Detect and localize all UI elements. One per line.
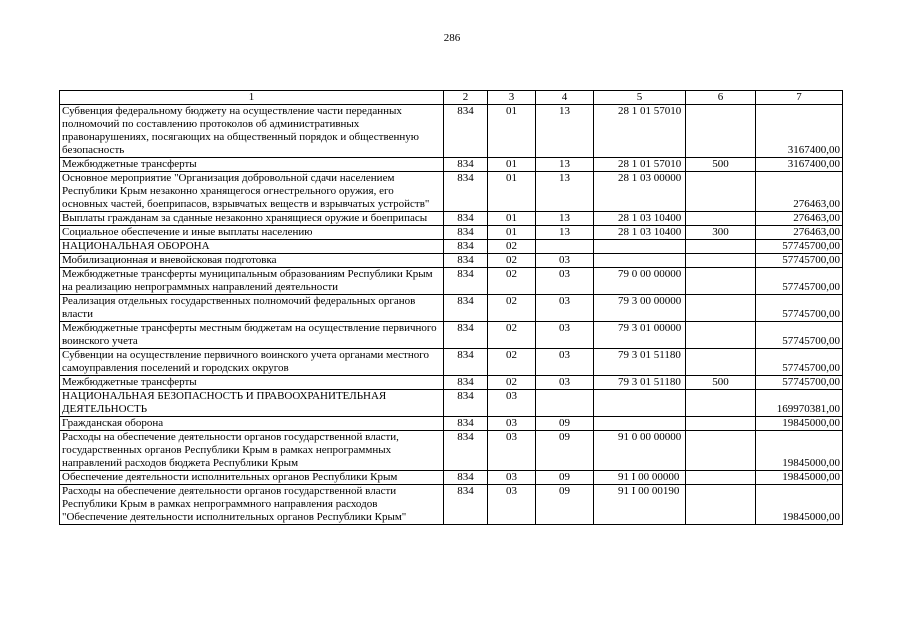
row-subsection-cell: 13 bbox=[536, 212, 594, 226]
row-section-cell: 01 bbox=[488, 105, 536, 158]
row-expense-type-cell bbox=[686, 390, 756, 417]
row-section-cell: 01 bbox=[488, 172, 536, 212]
table-row bbox=[60, 485, 843, 525]
row-subsection-cell: 03 bbox=[536, 376, 594, 390]
row-section-cell: 02 bbox=[488, 322, 536, 349]
row-target-article-cell: 28 1 03 00000 bbox=[594, 172, 686, 212]
row-section-cell: 03 bbox=[488, 417, 536, 431]
row-expense-type-cell: 300 bbox=[686, 226, 756, 240]
row-amount-cell: 57745700,00 bbox=[756, 322, 843, 349]
row-expense-type-cell bbox=[686, 485, 756, 525]
page-number: 286 bbox=[443, 32, 461, 44]
table-row bbox=[60, 105, 843, 158]
row-subsection-cell: 13 bbox=[536, 226, 594, 240]
header-cell: 3 bbox=[488, 91, 536, 105]
row-section-cell: 02 bbox=[488, 349, 536, 376]
table-row bbox=[60, 268, 843, 295]
row-name-cell: Выплаты гражданам за сданные незаконно хранящиеся оружие и боеприпасы bbox=[60, 212, 444, 226]
header-cell: 7 bbox=[756, 91, 843, 105]
row-section-cell: 02 bbox=[488, 254, 536, 268]
row-name-cell: Основное мероприятие "Организация добровольной сдачи населением Республики Крым незаконно хранящегося огнестрельного оружия, его основных частей, боеприпасов, взрывчатых веществ и взрывчатых устройств" bbox=[60, 172, 444, 212]
row-grbs-cell: 834 bbox=[444, 254, 488, 268]
row-name-cell: Расходы на обеспечение деятельности органов государственной власти Республики Крым в рамках непрограммного направления расходов "Обеспечение деятельности исполнительных органов Республики Крым" bbox=[60, 485, 444, 525]
row-target-article-cell: 79 3 01 51180 bbox=[594, 376, 686, 390]
row-name-cell: НАЦИОНАЛЬНАЯ ОБОРОНА bbox=[60, 240, 444, 254]
row-target-article-cell bbox=[594, 254, 686, 268]
row-grbs-cell: 834 bbox=[444, 172, 488, 212]
table-row bbox=[60, 158, 843, 172]
row-section-cell: 03 bbox=[488, 431, 536, 471]
row-grbs-cell: 834 bbox=[444, 295, 488, 322]
row-name-cell: Обеспечение деятельности исполнительных органов Республики Крым bbox=[60, 471, 444, 485]
row-name-cell: Социальное обеспечение и иные выплаты населению bbox=[60, 226, 444, 240]
row-section-cell: 01 bbox=[488, 212, 536, 226]
row-name-cell: Реализация отдельных государственных полномочий федеральных органов власти bbox=[60, 295, 444, 322]
row-expense-type-cell: 500 bbox=[686, 376, 756, 390]
row-amount-cell: 19845000,00 bbox=[756, 431, 843, 471]
row-expense-type-cell bbox=[686, 254, 756, 268]
table-row bbox=[60, 322, 843, 349]
row-subsection-cell: 09 bbox=[536, 471, 594, 485]
row-grbs-cell: 834 bbox=[444, 485, 488, 525]
row-amount-cell: 57745700,00 bbox=[756, 376, 843, 390]
row-amount-cell: 19845000,00 bbox=[756, 471, 843, 485]
row-grbs-cell: 834 bbox=[444, 226, 488, 240]
row-subsection-cell: 13 bbox=[536, 105, 594, 158]
row-target-article-cell: 91 I 00 00190 bbox=[594, 485, 686, 525]
table-header-row bbox=[60, 91, 843, 105]
row-grbs-cell: 834 bbox=[444, 349, 488, 376]
row-subsection-cell: 13 bbox=[536, 158, 594, 172]
row-grbs-cell: 834 bbox=[444, 158, 488, 172]
row-amount-cell: 276463,00 bbox=[756, 212, 843, 226]
row-section-cell: 02 bbox=[488, 295, 536, 322]
row-subsection-cell: 13 bbox=[536, 172, 594, 212]
row-section-cell: 01 bbox=[488, 226, 536, 240]
row-target-article-cell: 28 1 03 10400 bbox=[594, 226, 686, 240]
row-amount-cell: 3167400,00 bbox=[756, 105, 843, 158]
row-amount-cell: 19845000,00 bbox=[756, 417, 843, 431]
row-name-cell: Межбюджетные трансферты местным бюджетам на осуществление первичного воинского учета bbox=[60, 322, 444, 349]
row-amount-cell: 57745700,00 bbox=[756, 295, 843, 322]
row-amount-cell: 3167400,00 bbox=[756, 158, 843, 172]
row-subsection-cell: 03 bbox=[536, 254, 594, 268]
row-amount-cell: 276463,00 bbox=[756, 172, 843, 212]
row-target-article-cell bbox=[594, 417, 686, 431]
row-expense-type-cell bbox=[686, 212, 756, 226]
row-target-article-cell: 28 1 01 57010 bbox=[594, 158, 686, 172]
row-amount-cell: 57745700,00 bbox=[756, 254, 843, 268]
row-section-cell: 03 bbox=[488, 471, 536, 485]
row-section-cell: 03 bbox=[488, 485, 536, 525]
row-subsection-cell: 09 bbox=[536, 431, 594, 471]
row-subsection-cell: 09 bbox=[536, 417, 594, 431]
row-expense-type-cell bbox=[686, 322, 756, 349]
row-subsection-cell: 03 bbox=[536, 322, 594, 349]
table-row bbox=[60, 376, 843, 390]
row-grbs-cell: 834 bbox=[444, 431, 488, 471]
row-grbs-cell: 834 bbox=[444, 376, 488, 390]
budget-table bbox=[59, 90, 843, 525]
row-expense-type-cell bbox=[686, 240, 756, 254]
table-row bbox=[60, 295, 843, 322]
row-target-article-cell: 79 3 01 00000 bbox=[594, 322, 686, 349]
row-name-cell: Расходы на обеспечение деятельности органов государственной власти, государственных органов Республики Крым в рамках непрограммных направлений расходов бюджета Республики Крым bbox=[60, 431, 444, 471]
row-subsection-cell: 03 bbox=[536, 268, 594, 295]
row-name-cell: Межбюджетные трансферты bbox=[60, 376, 444, 390]
row-target-article-cell: 28 1 01 57010 bbox=[594, 105, 686, 158]
row-name-cell: Гражданская оборона bbox=[60, 417, 444, 431]
row-section-cell: 01 bbox=[488, 158, 536, 172]
row-name-cell: Межбюджетные трансферты муниципальным образованиям Республики Крым на реализацию непрограммных направлений деятельности bbox=[60, 268, 444, 295]
table-row bbox=[60, 349, 843, 376]
row-subsection-cell: 09 bbox=[536, 485, 594, 525]
row-subsection-cell: 03 bbox=[536, 349, 594, 376]
row-target-article-cell bbox=[594, 390, 686, 417]
table-row bbox=[60, 240, 843, 254]
row-section-cell: 03 bbox=[488, 390, 536, 417]
table-row bbox=[60, 172, 843, 212]
row-grbs-cell: 834 bbox=[444, 417, 488, 431]
row-expense-type-cell bbox=[686, 268, 756, 295]
row-grbs-cell: 834 bbox=[444, 390, 488, 417]
row-target-article-cell: 79 3 00 00000 bbox=[594, 295, 686, 322]
row-subsection-cell bbox=[536, 240, 594, 254]
table-row bbox=[60, 226, 843, 240]
row-name-cell: НАЦИОНАЛЬНАЯ БЕЗОПАСНОСТЬ И ПРАВООХРАНИТЕЛЬНАЯ ДЕЯТЕЛЬНОСТЬ bbox=[60, 390, 444, 417]
row-amount-cell: 19845000,00 bbox=[756, 485, 843, 525]
row-amount-cell: 169970381,00 bbox=[756, 390, 843, 417]
row-target-article-cell: 91 I 00 00000 bbox=[594, 471, 686, 485]
row-target-article-cell: 79 3 01 51180 bbox=[594, 349, 686, 376]
table-row bbox=[60, 212, 843, 226]
table-row bbox=[60, 471, 843, 485]
row-expense-type-cell: 500 bbox=[686, 158, 756, 172]
row-amount-cell: 57745700,00 bbox=[756, 268, 843, 295]
row-grbs-cell: 834 bbox=[444, 268, 488, 295]
row-target-article-cell: 28 1 03 10400 bbox=[594, 212, 686, 226]
row-target-article-cell: 79 0 00 00000 bbox=[594, 268, 686, 295]
row-section-cell: 02 bbox=[488, 376, 536, 390]
header-cell: 6 bbox=[686, 91, 756, 105]
row-grbs-cell: 834 bbox=[444, 240, 488, 254]
row-grbs-cell: 834 bbox=[444, 212, 488, 226]
row-target-article-cell bbox=[594, 240, 686, 254]
header-cell: 4 bbox=[536, 91, 594, 105]
row-amount-cell: 57745700,00 bbox=[756, 349, 843, 376]
row-amount-cell: 57745700,00 bbox=[756, 240, 843, 254]
row-subsection-cell: 03 bbox=[536, 295, 594, 322]
row-name-cell: Субвенции на осуществление первичного воинского учета органами местного самоуправления поселений и городских округов bbox=[60, 349, 444, 376]
row-section-cell: 02 bbox=[488, 268, 536, 295]
row-expense-type-cell bbox=[686, 471, 756, 485]
row-expense-type-cell bbox=[686, 417, 756, 431]
table-row bbox=[60, 254, 843, 268]
row-expense-type-cell bbox=[686, 295, 756, 322]
row-expense-type-cell bbox=[686, 105, 756, 158]
table-row bbox=[60, 431, 843, 471]
row-subsection-cell bbox=[536, 390, 594, 417]
row-name-cell: Мобилизационная и вневойсковая подготовка bbox=[60, 254, 444, 268]
table-row bbox=[60, 417, 843, 431]
row-name-cell: Межбюджетные трансферты bbox=[60, 158, 444, 172]
header-cell: 5 bbox=[594, 91, 686, 105]
header-cell: 2 bbox=[444, 91, 488, 105]
row-grbs-cell: 834 bbox=[444, 471, 488, 485]
table-row bbox=[60, 390, 843, 417]
row-name-cell: Субвенция федеральному бюджету на осуществление части переданных полномочий по составлению протоколов об административных правонарушениях, посягающих на общественный порядок и общественную безопасность bbox=[60, 105, 444, 158]
row-expense-type-cell bbox=[686, 431, 756, 471]
row-amount-cell: 276463,00 bbox=[756, 226, 843, 240]
row-grbs-cell: 834 bbox=[444, 322, 488, 349]
row-grbs-cell: 834 bbox=[444, 105, 488, 158]
row-expense-type-cell bbox=[686, 172, 756, 212]
row-target-article-cell: 91 0 00 00000 bbox=[594, 431, 686, 471]
row-expense-type-cell bbox=[686, 349, 756, 376]
row-section-cell: 02 bbox=[488, 240, 536, 254]
header-cell: 1 bbox=[60, 91, 444, 105]
